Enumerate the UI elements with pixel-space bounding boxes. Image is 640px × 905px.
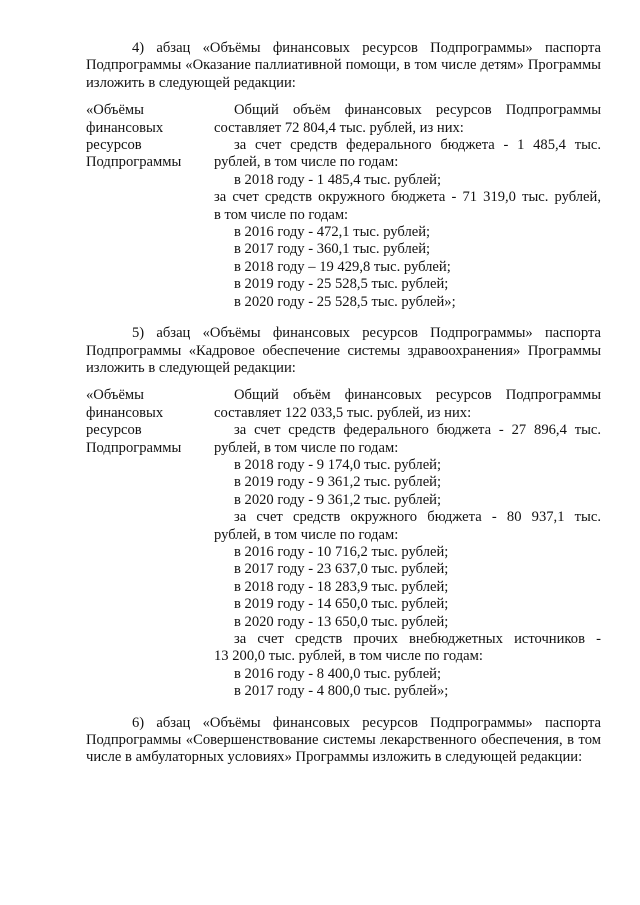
- body-line: за счет средств прочих внебюджетных источников -: [234, 631, 601, 647]
- body-line: рублей, в том числе по годам:: [214, 526, 399, 543]
- body-line: рублей, в том числе по годам:: [214, 439, 399, 456]
- label-line: ресурсов: [86, 422, 142, 439]
- paragraph-4-text: 4) абзац «Объёмы финансовых ресурсов Подпрограммы» паспорта Подпрограммы «Оказание паллиативной помощи, в том числе детям» Программы изложить в следующей редакции:: [86, 40, 601, 91]
- label-line: «Объёмы: [86, 102, 144, 119]
- body-line: в 2017 году - 23 637,0 тыс. рублей;: [234, 561, 449, 578]
- body-line: за счет средств окружного бюджета - 80 937,1 тыс.: [234, 509, 601, 526]
- paragraph-6: [86, 715, 601, 767]
- body-line: Общий объём финансовых ресурсов Подпрограммы: [234, 387, 601, 404]
- body-line: за счет средств федерального бюджета - 1 485,4 тыс.: [234, 137, 601, 154]
- body-line: в 2018 году - 18 283,9 тыс. рублей;: [234, 578, 449, 595]
- section-5-body: [214, 387, 601, 700]
- section-4-body: [214, 102, 601, 311]
- body-line: в 2018 году - 1 485,4 тыс. рублей;: [234, 171, 442, 188]
- body-line: в 2020 году - 13 650,0 тыс. рублей;: [234, 613, 449, 630]
- body-line: в 2018 году - 9 174,0 тыс. рублей;: [234, 456, 442, 473]
- paragraph-6-text: 6) абзац «Объёмы финансовых ресурсов Подпрограммы» паспорта Подпрограммы «Совершенствование системы лекарственного обеспечения, в том числе в амбулаторных условиях» Программы изложить в следующей редакции:: [86, 714, 601, 766]
- paragraph-4: [86, 40, 601, 92]
- body-line: Общий объём финансовых ресурсов Подпрограммы: [234, 102, 601, 119]
- body-line: рублей, в том числе по годам:: [214, 154, 399, 171]
- label-line: Подпрограммы: [86, 154, 182, 171]
- section-4-label: [86, 102, 214, 311]
- label-line: Подпрограммы: [86, 439, 182, 456]
- label-line: финансовых: [86, 404, 164, 421]
- section-4-block: [86, 102, 601, 311]
- body-line: в 2016 году - 10 716,2 тыс. рублей;: [234, 543, 449, 560]
- section-5-label: [86, 387, 214, 700]
- body-line: в 2017 году - 4 800,0 тыс. рублей»;: [234, 683, 449, 700]
- label-line: ресурсов: [86, 137, 142, 154]
- body-line: в 2018 году – 19 429,8 тыс. рублей;: [234, 258, 451, 275]
- paragraph-5: [86, 325, 601, 377]
- body-line: в 2016 году - 8 400,0 тыс. рублей;: [234, 665, 442, 682]
- body-line: 13 200,0 тыс. рублей, в том числе по годам:: [214, 648, 483, 665]
- body-line: в 2019 году - 14 650,0 тыс. рублей;: [234, 596, 449, 613]
- body-line: составляет 72 804,4 тыс. рублей, из них:: [214, 119, 464, 136]
- body-line: в 2016 году - 472,1 тыс. рублей;: [234, 224, 431, 241]
- section-5-block: [86, 387, 601, 700]
- body-line: в 2019 году - 9 361,2 тыс. рублей;: [234, 474, 442, 491]
- paragraph-5-text: 5) абзац «Объёмы финансовых ресурсов Подпрограммы» паспорта Подпрограммы «Кадровое обеспечение системы здравоохранения» Программы изложить в следующей редакции:: [86, 325, 601, 376]
- label-line: «Объёмы: [86, 387, 144, 404]
- body-line: в 2019 году - 25 528,5 тыс. рублей;: [234, 276, 449, 293]
- body-line: за счет средств окружного бюджета - 71 319,0 тыс. рублей,: [214, 189, 601, 206]
- document-page: [86, 40, 601, 777]
- body-line: в 2020 году - 9 361,2 тыс. рублей;: [234, 491, 442, 508]
- body-line: в том числе по годам:: [214, 206, 349, 223]
- body-line: в 2017 году - 360,1 тыс. рублей;: [234, 241, 431, 258]
- body-line: составляет 122 033,5 тыс. рублей, из них:: [214, 404, 472, 421]
- label-line: финансовых: [86, 119, 164, 136]
- body-line: за счет средств федерального бюджета - 27 896,4 тыс.: [234, 422, 601, 439]
- body-line: в 2020 году - 25 528,5 тыс. рублей»;: [234, 293, 456, 310]
